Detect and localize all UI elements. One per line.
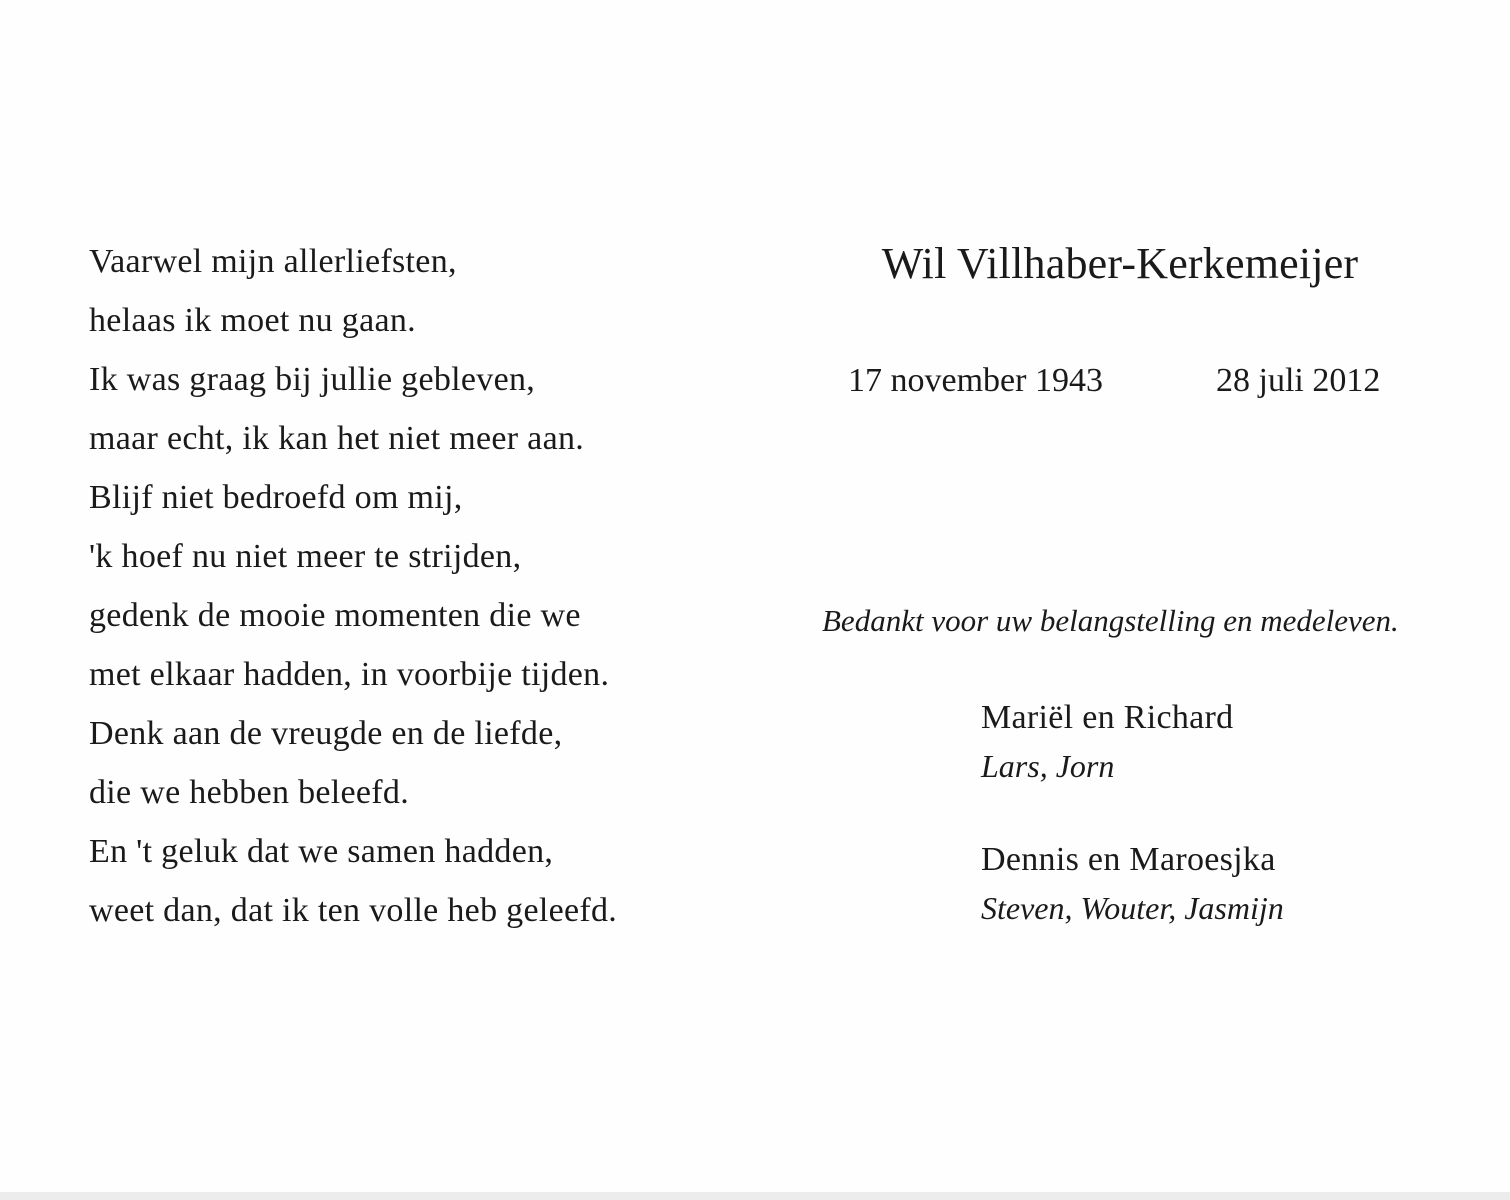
family-group: [981, 836, 1284, 932]
death-date: 28 juli 2012: [1216, 362, 1381, 399]
poem-line: die we hebben beleefd.: [89, 774, 410, 811]
poem-line: Vaarwel mijn allerliefsten,: [89, 243, 457, 280]
deceased-name: Wil Villhaber-Kerkemeijer: [881, 239, 1359, 288]
poem-line: Ik was graag bij jullie gebleven,: [89, 361, 536, 398]
poem-line: Denk aan de vreugde en de liefde,: [89, 715, 563, 752]
thanks-message: Bedankt voor uw belangstelling en medeleven.: [822, 603, 1399, 638]
poem-line: maar echt, ik kan het niet meer aan.: [89, 420, 585, 457]
poem-line: met elkaar hadden, in voorbije tijden.: [89, 656, 610, 693]
birth-date: 17 november 1943: [848, 362, 1103, 399]
poem-line: Blijf niet bedroefd om mij,: [89, 479, 463, 516]
poem-line: helaas ik moet nu gaan.: [89, 302, 416, 339]
family-children: Lars, Jorn: [981, 748, 1115, 784]
card-bottom-edge: [0, 1192, 1510, 1200]
family-children: Steven, Wouter, Jasmijn: [981, 890, 1284, 926]
family-group: [981, 694, 1233, 790]
poem-line: En 't geluk dat we samen hadden,: [89, 833, 554, 870]
poem-line: 'k hoef nu niet meer te strijden,: [89, 538, 522, 575]
poem: [89, 232, 729, 940]
family-parents: Dennis en Maroesjka: [981, 841, 1276, 878]
poem-line: weet dan, dat ik ten volle heb geleefd.: [89, 892, 618, 929]
poem-line: gedenk de mooie momenten die we: [89, 597, 581, 634]
family-parents: Mariël en Richard: [981, 699, 1234, 736]
